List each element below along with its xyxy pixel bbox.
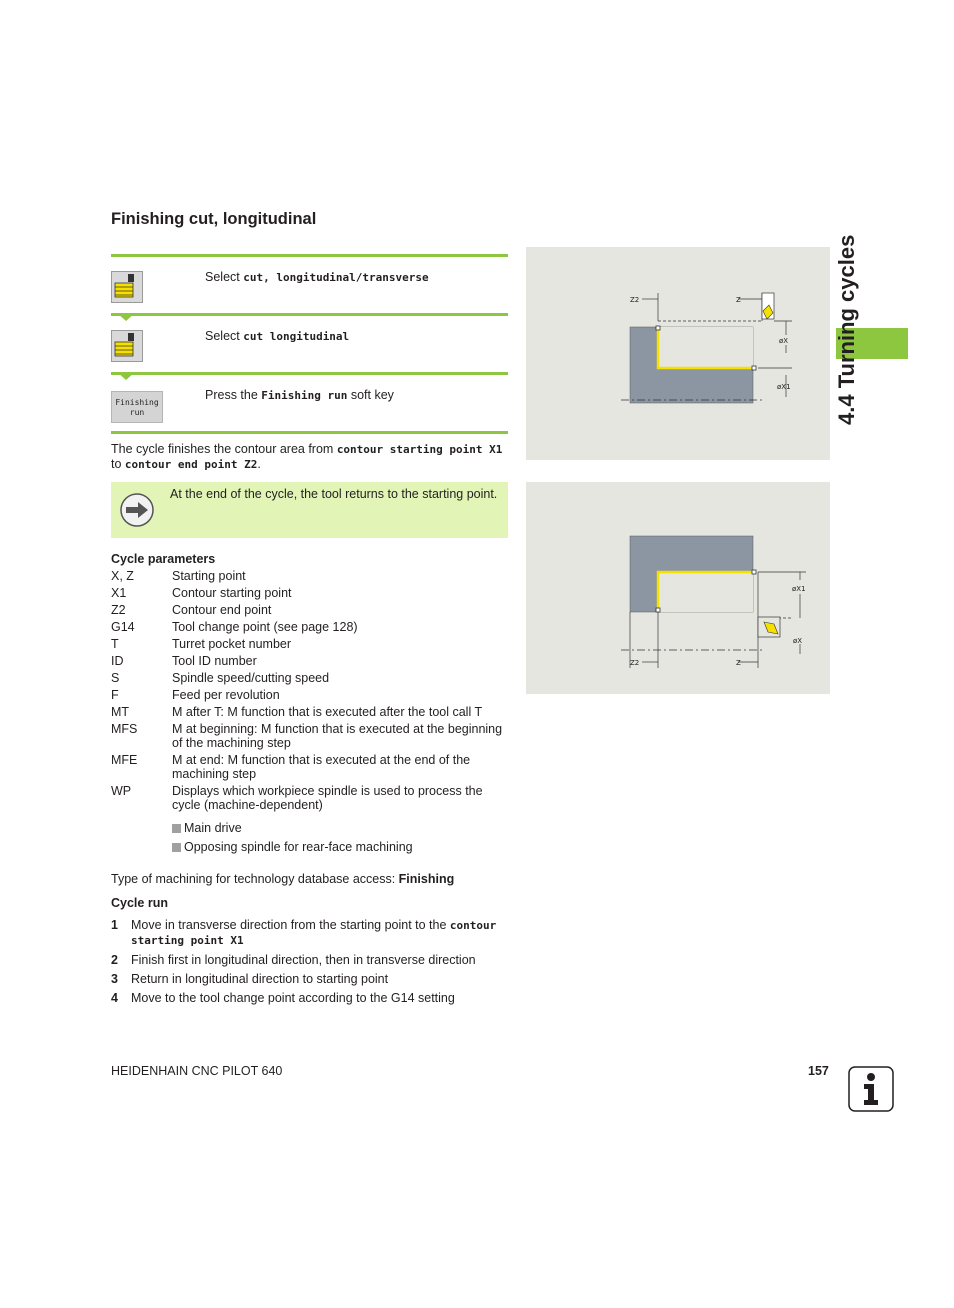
run-step: 3 Return in longitudinal direction to starting point bbox=[111, 972, 389, 986]
param-row: ID Tool ID number bbox=[111, 654, 257, 668]
param-row: MFS M at beginning: M function that is executed at the beginning of the machining step bbox=[111, 722, 503, 750]
label-z: Z bbox=[736, 296, 741, 304]
cut-longitudinal-icon bbox=[111, 330, 143, 362]
step-3-text: Press the Finishing run soft key bbox=[205, 388, 394, 402]
cycle-run-heading: Cycle run bbox=[111, 896, 168, 910]
cycle-parameters-heading: Cycle parameters bbox=[111, 552, 216, 566]
finishing-diagram-1 bbox=[526, 247, 830, 460]
finishing-diagram-2 bbox=[526, 482, 830, 694]
label-x1: øX1 bbox=[777, 383, 791, 391]
step-list bbox=[111, 254, 508, 434]
param-row: T Turret pocket number bbox=[111, 637, 292, 651]
finishing-run-softkey[interactable]: Finishing run bbox=[111, 391, 163, 423]
chapter-side-title: 4.4 Turning cycles bbox=[834, 234, 859, 425]
cut-longitudinal-transverse-icon bbox=[111, 271, 143, 303]
run-step: 2 Finish first in longitudinal direction, then in transverse direction bbox=[111, 953, 476, 967]
param-row: MFE M at end: M function that is executed at the end of the machining step bbox=[111, 753, 471, 781]
param-row: G14 Tool change point (see page 128) bbox=[111, 620, 358, 634]
bullet-square-icon bbox=[172, 824, 181, 833]
cycle-parameters bbox=[111, 552, 511, 859]
step-select-cut-longitudinal bbox=[111, 313, 508, 372]
section-title: Finishing cut, longitudinal bbox=[111, 210, 317, 228]
label-z2: Z2 bbox=[630, 659, 640, 667]
param-row: Z2 Contour end point bbox=[111, 603, 272, 617]
step-1-text: Select cut, longitudinal/transverse bbox=[205, 270, 429, 284]
option-main-drive: Main drive bbox=[172, 821, 511, 835]
param-row: S Spindle speed/cutting speed bbox=[111, 671, 330, 685]
footer-product: HEIDENHAIN CNC PILOT 640 bbox=[111, 1064, 283, 1078]
step-select-cut-longitudinal-transverse bbox=[111, 254, 508, 313]
intro-paragraph: The cycle finishes the contour area from contour starting point X1 to contour end point Z2. bbox=[111, 442, 503, 471]
step-press-finishing-run bbox=[111, 372, 508, 434]
param-row: X, Z Starting point bbox=[111, 569, 246, 583]
figure-finishing-inside bbox=[526, 482, 830, 694]
cycle-run bbox=[111, 896, 511, 1010]
note-box bbox=[111, 482, 508, 538]
run-step: 1 Move in transverse direction from the starting point to the contour starting point X1 bbox=[111, 918, 497, 947]
step-arrow-icon bbox=[117, 372, 135, 380]
run-step: 4 Move to the tool change point according to the G14 setting bbox=[111, 991, 455, 1005]
figure-finishing-outside bbox=[526, 247, 830, 460]
param-row: MT M after T: M function that is executed after the tool call T bbox=[111, 705, 483, 719]
info-icon bbox=[848, 1066, 894, 1112]
bullet-square-icon bbox=[172, 843, 181, 852]
arrow-right-circle-icon bbox=[119, 492, 155, 528]
technology-line: Type of machining for technology database access: Finishing bbox=[111, 872, 455, 886]
param-row: X1 Contour starting point bbox=[111, 586, 292, 600]
param-row: F Feed per revolution bbox=[111, 688, 280, 702]
note-text: At the end of the cycle, the tool returns to the starting point. bbox=[170, 487, 498, 501]
step-arrow-icon bbox=[117, 313, 135, 321]
label-z2: Z2 bbox=[630, 296, 640, 304]
page-number: 157 bbox=[808, 1064, 829, 1078]
option-opposing-spindle: Opposing spindle for rear-face machining bbox=[172, 840, 511, 854]
step-2-text: Select cut longitudinal bbox=[205, 329, 350, 343]
label-x: øX bbox=[779, 337, 789, 345]
label-x1: øX1 bbox=[792, 585, 806, 593]
label-x: øX bbox=[793, 637, 803, 645]
param-row: WP Displays which workpiece spindle is used to process the cycle (machine-dependent) bbox=[111, 784, 483, 812]
label-z: Z bbox=[736, 659, 741, 667]
